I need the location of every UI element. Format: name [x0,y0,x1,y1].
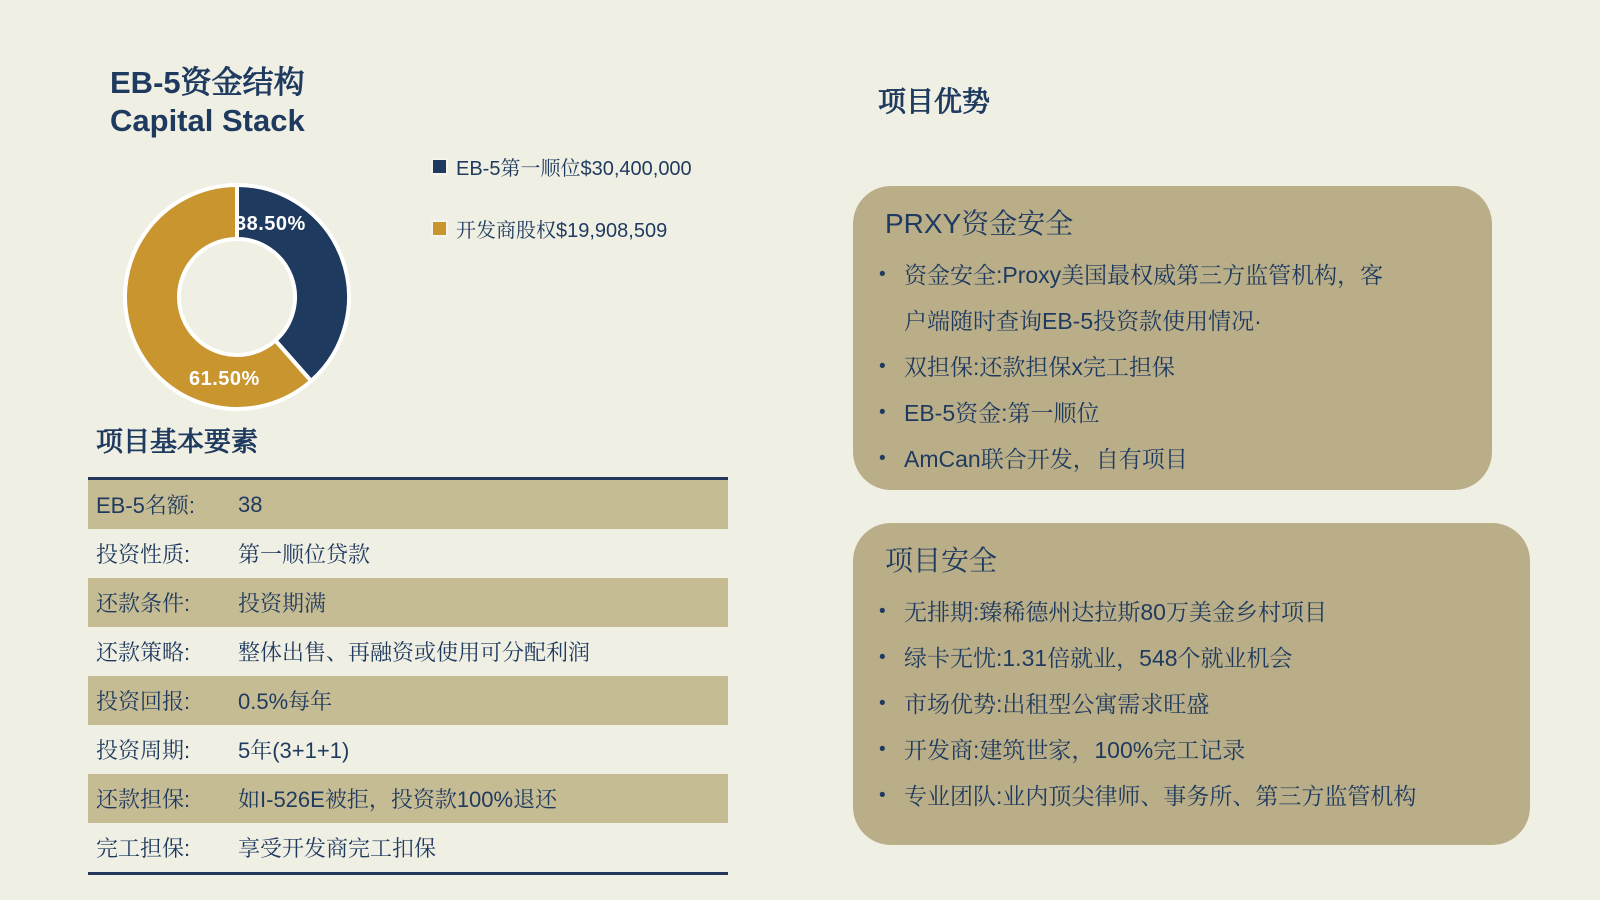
bullet-dot-icon: • [879,402,886,423]
bullet-text: 市场优势:出租型公寓需求旺盛 [904,691,1210,717]
page-title-zh: EB-5资金结构 [110,65,305,100]
legend-label-developer: 开发商股权$19,908,509 [456,219,668,242]
legend-item-developer [431,215,692,241]
table-row [88,480,728,529]
legend-item-eb5 [431,153,692,179]
bullet-list [866,589,1504,819]
row-value: 0.5%每年 [238,689,333,714]
info-box-project-safety [853,523,1530,845]
row-value: 整体出售、再融资或使用可分配利润 [238,640,591,665]
table-row [88,627,728,676]
row-label: 投资回报: [96,689,191,714]
bullet-dot-icon: • [879,264,886,285]
row-label: 投资性质: [96,542,191,567]
bullet-dot-icon: • [879,356,886,377]
list-item [866,589,1504,635]
bullet-text: 专业团队:业内顶尖律师、事务所、第三方监管机构 [904,783,1417,809]
donut-chart [119,179,355,415]
row-label: 完工担保: [96,836,191,861]
row-value: 投资期满 [238,591,327,616]
table-row [88,823,728,872]
info-box-funding-safety [853,186,1492,490]
list-item [866,390,1466,436]
list-item [866,727,1504,773]
table-row [88,774,728,823]
list-item [866,635,1504,681]
bullet-dot-icon: • [879,601,886,622]
bullet-text: 资金安全:Proxy美国最权威第三方监管机构，客户端随时查询EB-5投资款使用情况· [904,262,1384,334]
facts-heading: 项目基本要素 [96,427,258,457]
legend-label-eb5: EB-5第一顺位$30,400,000 [456,157,692,180]
row-label: 还款担保: [96,787,191,812]
list-item [866,773,1504,819]
box-title-funding-safety: PRXY资金安全 [885,208,1074,239]
legend-swatch-eb5-icon [431,158,448,175]
list-item [866,436,1466,482]
facts-table [88,477,728,875]
table-row [88,529,728,578]
list-item [866,252,1466,344]
bullet-text: 绿卡无忧:1.31倍就业，548个就业机会 [904,645,1293,671]
page-title-en: Capital Stack [110,103,305,138]
bullet-text: 无排期:臻稀德州达拉斯80万美金乡村项目 [904,599,1327,625]
box-title-project-safety: 项目安全 [885,545,998,576]
bullet-dot-icon: • [879,693,886,714]
bullet-dot-icon: • [879,785,886,806]
page-title [110,64,305,140]
bullet-list [866,252,1466,482]
bullet-text: AmCan联合开发，自有项目 [904,446,1188,472]
row-label: EB-5名额: [96,493,196,518]
row-label: 投资周期: [96,738,191,763]
table-row [88,725,728,774]
legend-swatch-developer-icon [431,220,448,237]
row-value: 第一顺位贷款 [238,542,371,567]
donut-data-label-developer: 61.50% [189,368,260,390]
row-value: 5年(3+1+1) [238,738,350,763]
bullet-dot-icon: • [879,448,886,469]
bullet-dot-icon: • [879,739,886,760]
row-value: 如I-526E被拒，投资款100%退还 [238,787,558,812]
list-item [866,681,1504,727]
table-row [88,676,728,725]
bullet-text: 开发商:建筑世家，100%完工记录 [904,737,1246,763]
row-label: 还款条件: [96,591,191,616]
row-value: 38 [238,491,263,517]
bullet-text: EB-5资金:第一顺位 [904,400,1100,426]
chart-legend [431,153,692,277]
advantages-heading: 项目优势 [878,86,991,117]
bullet-text: 双担保:还款担保x完工担保 [904,354,1175,380]
list-item [866,344,1466,390]
donut-data-label-eb5: 38.50% [235,213,306,235]
bullet-dot-icon: • [879,647,886,668]
row-value: 享受开发商完工扣保 [238,836,437,861]
row-label: 还款策略: [96,640,191,665]
table-row [88,578,728,627]
